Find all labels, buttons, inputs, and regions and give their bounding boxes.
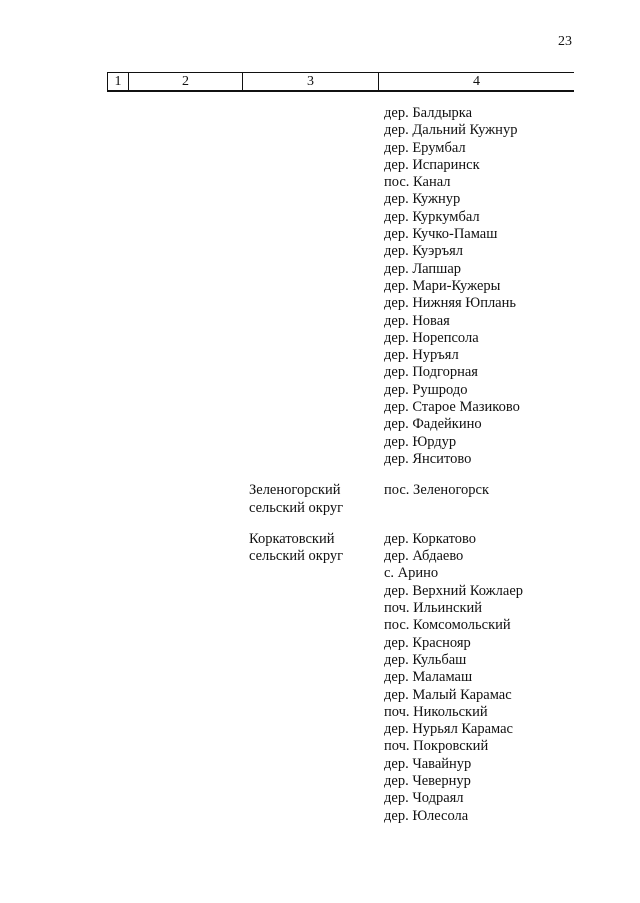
list-item: поч. Никольский bbox=[384, 703, 488, 720]
list-item: дер. Янситово bbox=[384, 450, 472, 467]
column-header-3: 3 bbox=[242, 73, 378, 90]
list-item: поч. Покровский bbox=[384, 738, 489, 755]
list-item: дер. Кульбаш bbox=[384, 651, 467, 668]
district-name-line: Коркатовский bbox=[249, 530, 335, 547]
settlement-list bbox=[384, 482, 604, 517]
settlement-list bbox=[384, 531, 604, 825]
list-item: дер. Чевернур bbox=[384, 772, 471, 789]
list-item: пос. Зеленогорск bbox=[384, 482, 490, 499]
list-item: дер. Нуръял bbox=[384, 347, 459, 364]
list-item: дер. Дальний Кужнур bbox=[384, 122, 518, 139]
page-number: 23 bbox=[558, 34, 572, 49]
column-header-4: 4 bbox=[378, 73, 574, 90]
list-item: дер. Мари-Кужеры bbox=[384, 277, 501, 294]
list-item: дер. Испаринск bbox=[384, 156, 480, 173]
district-name bbox=[249, 482, 379, 517]
list-item: дер. Абдаево bbox=[384, 548, 464, 565]
list-item: с. Арино bbox=[384, 565, 439, 582]
table-header-row bbox=[107, 72, 574, 92]
list-item: дер. Чодраял bbox=[384, 790, 464, 807]
list-item: поч. Ильинский bbox=[384, 600, 483, 617]
table-row bbox=[0, 482, 640, 517]
table-row bbox=[0, 105, 640, 468]
column-header-2: 2 bbox=[128, 73, 242, 90]
list-item: дер. Юрдур bbox=[384, 433, 457, 450]
list-item: дер. Верхний Кожлаер bbox=[384, 582, 524, 599]
list-item: дер. Подгорная bbox=[384, 364, 478, 381]
list-item: дер. Новая bbox=[384, 312, 450, 329]
district-name bbox=[249, 531, 379, 566]
list-item: дер. Старое Мазиково bbox=[384, 399, 520, 416]
list-item: дер. Коркатово bbox=[384, 530, 477, 547]
list-item: дер. Краснояр bbox=[384, 634, 471, 651]
list-item: дер. Кужнур bbox=[384, 191, 461, 208]
district-name-line: сельский округ bbox=[249, 499, 344, 516]
list-item: дер. Маламаш bbox=[384, 669, 473, 686]
list-item: дер. Чавайнур bbox=[384, 755, 472, 772]
list-item: дер. Нурьял Карамас bbox=[384, 721, 513, 738]
list-item: дер. Кучко-Памаш bbox=[384, 226, 498, 243]
list-item: дер. Ерумбал bbox=[384, 139, 466, 156]
table-row bbox=[0, 531, 640, 825]
list-item: дер. Нижняя Юплань bbox=[384, 295, 516, 312]
list-item: дер. Куэръял bbox=[384, 243, 464, 260]
list-item: дер. Малый Карамас bbox=[384, 686, 512, 703]
list-item: дер. Юлесола bbox=[384, 807, 469, 824]
district-name-line: Зеленогорский bbox=[249, 482, 341, 499]
list-item: дер. Лапшар bbox=[384, 260, 462, 277]
list-item: дер. Куркумбал bbox=[384, 208, 480, 225]
list-item: дер. Норепсола bbox=[384, 329, 479, 346]
table-body bbox=[0, 105, 640, 825]
column-header-1: 1 bbox=[107, 73, 128, 90]
settlement-list bbox=[384, 105, 604, 468]
list-item: дер. Рушродо bbox=[384, 381, 468, 398]
list-item: пос. Канал bbox=[384, 174, 451, 191]
district-name-line: сельский округ bbox=[249, 548, 344, 565]
list-item: дер. Балдырка bbox=[384, 105, 473, 121]
list-item: пос. Комсомольский bbox=[384, 617, 511, 634]
list-item: дер. Фадейкино bbox=[384, 416, 482, 433]
